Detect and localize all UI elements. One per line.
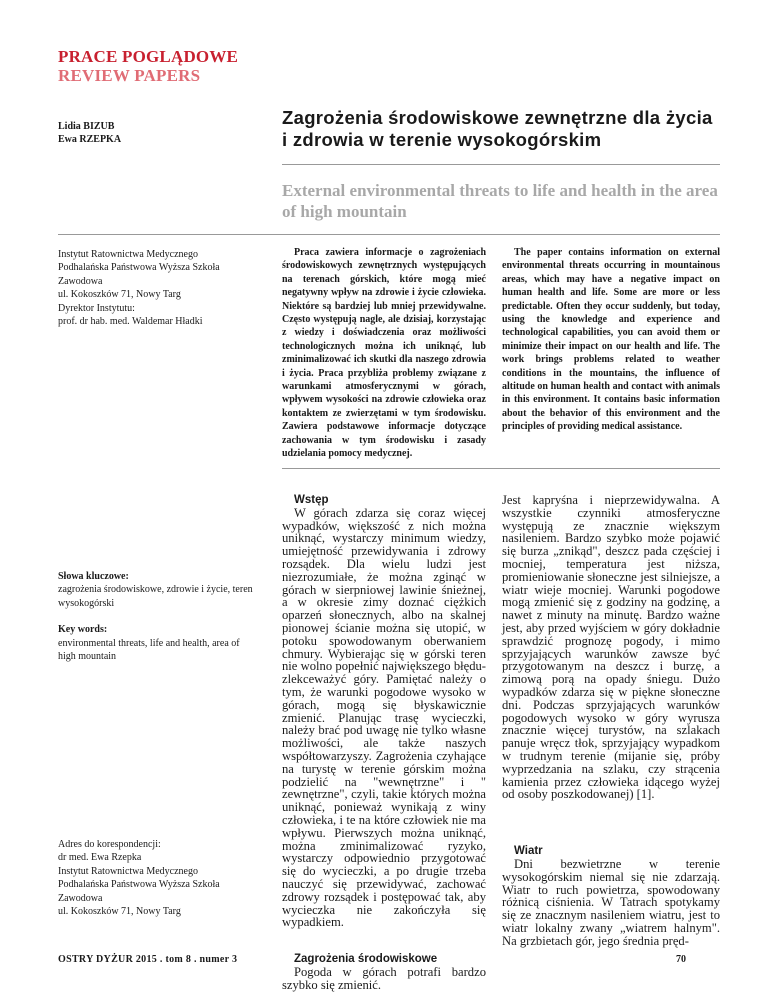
heading-wind: Wiatr — [514, 845, 543, 858]
institution-line: Podhalańska Państwowa Wyższa Szkoła — [58, 262, 220, 274]
institution-line: Dyrektor Instytutu: — [58, 302, 135, 314]
keywords-block — [58, 570, 258, 663]
title-divider — [282, 164, 720, 165]
author-name: Lidia BIZUB — [58, 121, 115, 132]
correspondence-line: Podhalańska Państwowa Wyższa Szkoła — [58, 879, 220, 891]
paragraph-threats: Pogoda w górach potrafi bardzo szybko się zmienić. — [282, 964, 486, 992]
correspondence-label: Adres do korespondencji: — [58, 839, 161, 850]
paragraph-weather: Jest kapryśna i nieprzewidywalna. A wszystkie czynniki atmosferyczne występują ze znacznie większym nasileniem. Bardzo szybko może pojawić się burza „znikąd", deszcz pada częściej i mocniej, temperatura jest niższa, promieniowanie słoneczne jest silniejsze, a wiatr wieje mocniej. Warunki pogodowe mogą zmienić się z godziny na godzinę, a nawet z minuty na minutę. Bardzo ważne jest, aby przed wyjściem w góry dokładnie sprawdzić prognozę pogody, i mimo sprzyjających warunków zawsze być przygotowanym na deszcz i burzę, a zimową porą na opady śniegu. Dużo wypadków zdarza się w piękne słoneczne dni. Podczas sprzyjających warunków pogodowych wysoko w góry wyrusza znacznie więcej turystów, na szlakach panuje wręcz tłok, sprzyjający wypadkom w trudnym terenie (mijanie się, próby wyprzedzania na szlaku, czy strącenia kamienia przez człowieka idącego wyżej od osoby poszkodowanej) [1]. — [502, 493, 720, 802]
body-column-2 — [502, 494, 720, 948]
author-name: Ewa RZEPKA — [58, 134, 122, 145]
institution-line: ul. Kokoszków 71, Nowy Targ — [58, 289, 181, 301]
authors — [58, 120, 121, 146]
abstract-en: The paper contains information on external environmental threats occurring in mountainous areas, which may have a negative impact on human health and life. Some are more or less predictable. Often they occur suddenly, but today, using the knowledge and experience and technological capabilities, you can avoid them or minimize their impact on our health and life. The work brings problems related to weather conditions in the mountains, the influence of altitude on human health and contact with animals in this environment. It contains basic information about the behavior of this environment and the principles of providing medical assistance. — [502, 247, 720, 433]
correspondence-block — [58, 838, 258, 918]
journal-footer: OSTRY DYŻUR 2015 . tom 8 . numer 3 — [58, 954, 238, 965]
keywords-en-label: Key words: — [58, 624, 108, 636]
abstract-pl: Praca zawiera informacje o zagrożeniach środowiskowych zewnętrznych występujących na terenach górskich, które mogą mieć negatywny wpływ na zdrowie i życie człowieka. Niektóre są bardziej lub mniej przewidywalne. Często występują nagle, ale dzisiaj, korzystając z wiedzy i doświadczenia oraz możliwości technologicznych można ich uniknąć, lub zminimalizować ich skutki dla naszego zdrowia i życia. Praca przybliża problemy związane z warunkami atmosferycznymi w górach, wpływem wysokości na zdrowie człowieka oraz kontaktem ze zwierzętami w tym środowisku. Zawiera podstawowe informacje dotyczące zachowania w tym środowisku i zasady udzielania pomocy medycznej. — [282, 247, 486, 460]
institution-line: Zawodowa — [58, 275, 103, 287]
heading-threats: Zagrożenia środowiskowe — [294, 953, 438, 966]
correspondence-line: dr med. Ewa Rzepka — [58, 852, 142, 864]
paragraph-intro: W górach zdarza się coraz więcej wypadków, większość z nich można uniknąć, wystarczy minimum wiedzy, umiejętność przewidywania i zdrowy rozsądek. Dla wielu ludzi jest niezrozumiałe, że można zginąć w górach w sierpniowej lawinie śnieżnej, a w okresie zimy doznać ciężkich oparzeń słonecznych, albo na skalnej pionowej ścianie można się utopić, w potoku spowodowanym oberwaniem chmury. Wybierając się w górski teren nie wolno popełnić największego błędu- zlekceważyć góry. Pamiętać należy o tym, że warunki pogodowe wysoko w górach, mogą się błyskawicznie zmienić. Planując trasę wycieczki, należy brać pod uwagę nie tylko własne możliwości, ale także naszych współtowarzyszy. Zagrożenia czyhające na turystę w terenie górskim można podzielić na "wewnętrzne" i " zewnętrzne", czyli, takie których można uniknąć, ponieważ wynikają z winy człowieka, i te na które człowiek nie ma wpływu. Pierwszych można uniknąć, można zminimalizować ryzyko, wystarczy odpowiednio przygotować się do wycieczki, a po drugie trzeba nauczyć się przewidywać, zachować zdrowy rozsądek i postępować tak, aby wycieczka nie zakończyła się wypadkiem. — [282, 505, 486, 930]
section-label-en: REVIEW PAPERS — [58, 66, 201, 85]
article-title-en: External environmental threats to life and health in the area of high mountain — [282, 181, 718, 221]
institution-line: Instytut Ratownictwa Medycznego — [58, 249, 198, 260]
keywords-pl: zagrożenia środowiskowe, zdrowie i życie, teren wysokogórski — [58, 584, 253, 609]
correspondence-line: Instytut Ratownictwa Medycznego — [58, 865, 198, 877]
correspondence-line: ul. Kokoszków 71, Nowy Targ — [58, 906, 181, 918]
header-divider — [58, 234, 720, 235]
keywords-en: environmental threats, life and health, area of high mountain — [58, 637, 240, 663]
institution-line: prof. dr hab. med. Waldemar Hładki — [58, 316, 203, 328]
abstract-divider — [282, 468, 720, 469]
correspondence-line: Zawodowa — [58, 892, 103, 904]
article-title-pl: Zagrożenia środowiskowe zewnętrzne dla życia i zdrowia w terenie wysokogórskim — [282, 107, 713, 150]
heading-intro: Wstęp — [294, 494, 329, 506]
keywords-pl-label: Słowa kluczowe: — [58, 571, 129, 582]
institution-info — [58, 248, 258, 328]
section-label-pl: PRACE POGLĄDOWE — [58, 47, 239, 66]
page-number: 70 — [676, 954, 686, 965]
body-column-1 — [282, 494, 486, 991]
paragraph-wind: Dni bezwietrzne w terenie wysokogórskim niemal się nie zdarzają. Wiatr to ruch powietrza, spowodowany różnicą ciśnienia. W Tatrach spotykamy się ze znacznym nasileniem wiatru, jest to wiatr lokalny zwany „wiatrem halnym". Na grzbietach gór, jego średnia pręd- — [502, 856, 720, 948]
